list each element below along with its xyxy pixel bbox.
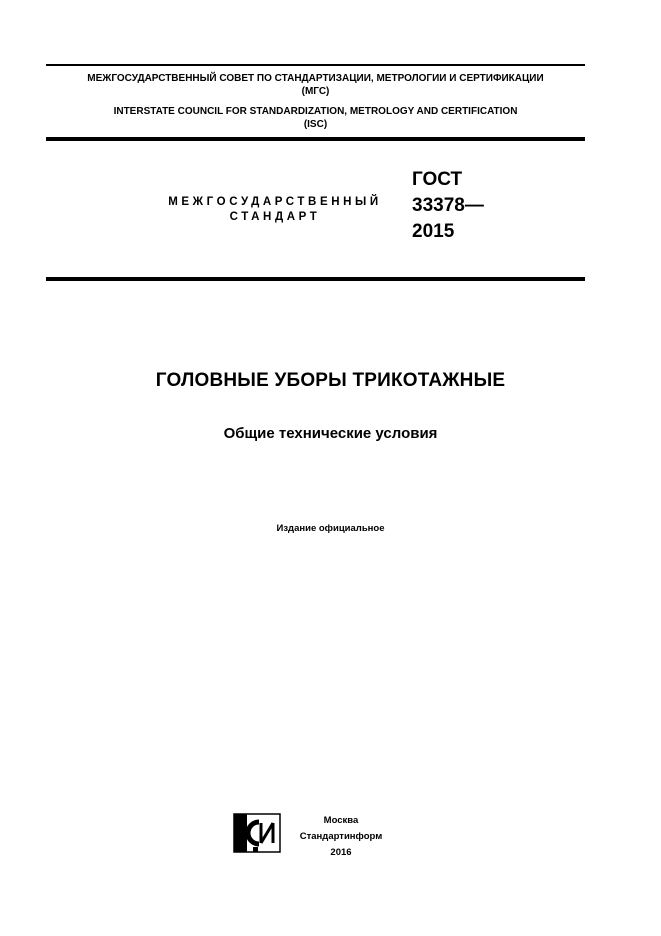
council-en-abbr: (ISC) [303,119,328,130]
gost-code-line1: ГОСТ [412,169,463,190]
edition-note: Издание официальное [276,523,385,534]
publisher-year: 2016 [330,847,352,858]
council-ru-abbr: (МГС) [301,86,330,97]
standard-label-line2: СТАНДАРТ [229,211,321,223]
publisher-name: Стандартинформ [299,831,383,842]
council-en-name: INTERSTATE COUNCIL FOR STANDARDIZATION, METROLOGY AND CERTIFICATION [113,106,518,117]
standartinform-logo-icon [233,813,281,853]
top-rule [46,64,585,66]
document-title: ГОЛОВНЫЕ УБОРЫ ТРИКОТАЖНЫЕ [155,370,506,391]
gost-code-line2: 33378— [412,195,484,216]
council-bottom-rule [46,137,585,141]
gost-code-line3: 2015 [412,221,455,242]
publisher-city: Москва [323,815,359,826]
standard-label-line1: МЕЖГОСУДАРСТВЕННЫЙ [168,196,382,208]
document-subtitle: Общие технические условия [223,425,438,442]
designation-bottom-rule [46,277,585,281]
council-ru-name: МЕЖГОСУДАРСТВЕННЫЙ СОВЕТ ПО СТАНДАРТИЗАЦИИ, МЕТРОЛОГИИ И СЕРТИФИКАЦИИ [87,73,544,84]
